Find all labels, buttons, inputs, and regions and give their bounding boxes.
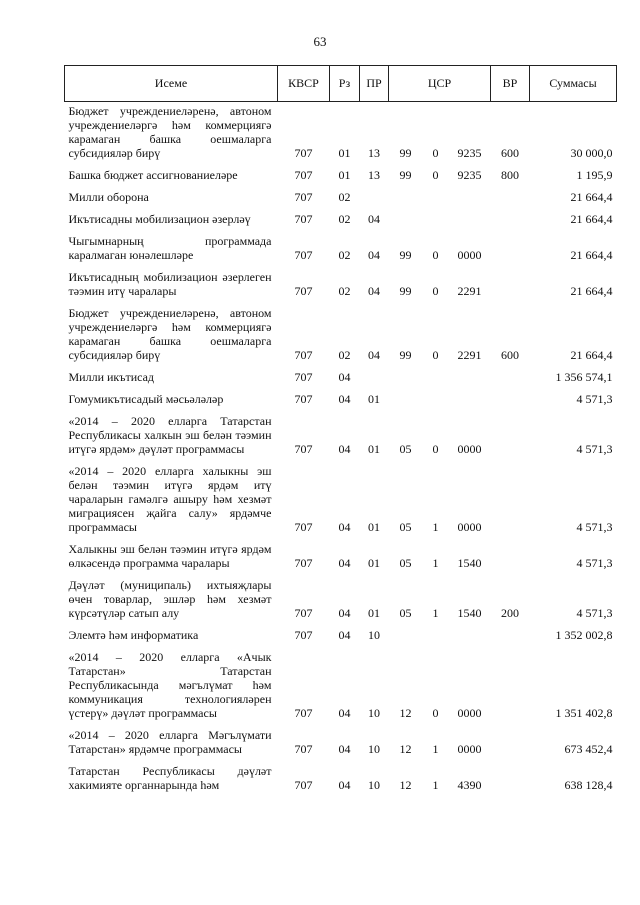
cell-csr1 xyxy=(389,623,423,645)
cell-pr xyxy=(360,365,389,387)
cell-sum: 30 000,0 xyxy=(570,146,613,160)
table-row xyxy=(65,365,617,387)
cell-sum: 21 664,4 xyxy=(570,248,613,262)
cell-sum: 21 664,4 xyxy=(570,190,613,204)
cell-csr2: 1 xyxy=(432,556,439,570)
cell-csr2: 0 xyxy=(432,706,439,720)
cell-vr xyxy=(491,759,530,795)
cell-sum: 4 571,3 xyxy=(576,442,613,456)
page-number: 63 xyxy=(313,34,327,49)
cell-rz: 02 xyxy=(338,248,351,262)
cell-pr: 04 xyxy=(368,248,380,262)
table-row xyxy=(65,163,617,185)
cell-name: Милли икътисад xyxy=(68,370,155,384)
cell-pr: 04 xyxy=(368,212,380,226)
cell-vr xyxy=(491,409,530,459)
table-row xyxy=(65,301,617,365)
cell-csr1: 12 xyxy=(399,706,412,720)
cell-pr: 13 xyxy=(368,168,380,182)
cell-csr3 xyxy=(449,623,491,645)
cell-vr xyxy=(491,265,530,301)
cell-csr3: 9235 xyxy=(457,146,482,160)
cell-csr2: 0 xyxy=(432,348,439,362)
cell-csr2 xyxy=(423,365,449,387)
cell-csr1 xyxy=(389,365,423,387)
cell-kvsr: 707 xyxy=(294,628,313,642)
cell-name: Милли оборона xyxy=(68,190,149,204)
cell-csr1: 99 xyxy=(399,348,412,362)
header-kvsr: КВСР xyxy=(278,66,330,102)
cell-csr2: 0 xyxy=(432,168,439,182)
cell-name: «2014 – 2020 елларга «Ачык Татарстан» Татарстан Республикасында мәгълүмат һәм коммуникация технологияләрен үстерү» дәүләт программасы xyxy=(68,650,272,720)
cell-kvsr: 707 xyxy=(294,348,313,362)
cell-pr: 10 xyxy=(368,742,380,756)
cell-csr3: 0000 xyxy=(457,742,482,756)
cell-csr2 xyxy=(423,207,449,229)
cell-sum: 4 571,3 xyxy=(576,606,613,620)
cell-csr2: 0 xyxy=(432,146,439,160)
cell-vr xyxy=(491,207,530,229)
cell-csr2 xyxy=(423,387,449,409)
cell-csr3: 9235 xyxy=(457,168,482,182)
cell-vr xyxy=(491,229,530,265)
cell-name: Икътисадны мобилизацион әзерләү xyxy=(68,212,251,226)
cell-rz: 01 xyxy=(338,168,351,182)
cell-vr xyxy=(491,185,530,207)
cell-name: Халыкны эш белән тәэмин итүгә ярдәм өлкәсендә программа чаралары xyxy=(68,542,272,570)
cell-csr3: 4390 xyxy=(457,778,482,792)
cell-name: Элемтә һәм информатика xyxy=(68,628,199,642)
cell-sum: 673 452,4 xyxy=(564,742,613,756)
cell-name: Гомумикътисадый мәсьәләләр xyxy=(68,392,224,406)
cell-vr xyxy=(491,459,530,537)
cell-csr1: 99 xyxy=(399,146,412,160)
cell-kvsr: 707 xyxy=(294,370,313,384)
cell-vr: 800 xyxy=(501,168,520,182)
cell-rz: 02 xyxy=(338,348,351,362)
cell-csr2: 0 xyxy=(432,284,439,298)
cell-csr2: 1 xyxy=(432,742,439,756)
header-csr: ЦСР xyxy=(389,66,491,102)
cell-vr xyxy=(491,645,530,723)
table-row xyxy=(65,207,617,229)
cell-sum: 1 195,9 xyxy=(576,168,613,182)
table-row xyxy=(65,229,617,265)
table-row xyxy=(65,102,617,164)
cell-pr: 10 xyxy=(368,778,380,792)
cell-rz: 04 xyxy=(338,370,351,384)
cell-sum: 4 571,3 xyxy=(576,392,613,406)
cell-name: «2014 – 2020 елларга Татарстан Республикасы халкын эш белән тәэмин итүгә ярдәм» дәүләт программасы xyxy=(68,414,272,456)
cell-sum: 638 128,4 xyxy=(564,778,613,792)
cell-csr1: 12 xyxy=(399,742,412,756)
cell-csr3: 1540 xyxy=(457,556,482,570)
cell-sum: 21 664,4 xyxy=(570,284,613,298)
cell-vr: 600 xyxy=(501,348,520,362)
cell-rz: 04 xyxy=(338,628,351,642)
header-pr: ПР xyxy=(360,66,389,102)
header-rz: Рз xyxy=(330,66,360,102)
cell-vr xyxy=(491,365,530,387)
cell-vr xyxy=(491,623,530,645)
cell-name: «2014 – 2020 елларга Мәгълүмати Татарстан» ярдәмче программасы xyxy=(68,728,272,756)
cell-pr: 01 xyxy=(368,442,380,456)
cell-name: Башка бюджет ассигнованиеләре xyxy=(68,168,238,182)
cell-kvsr: 707 xyxy=(294,520,313,534)
cell-csr2: 1 xyxy=(432,606,439,620)
table-row xyxy=(65,759,617,795)
cell-kvsr: 707 xyxy=(294,392,313,406)
cell-csr1 xyxy=(389,185,423,207)
cell-vr xyxy=(491,387,530,409)
table-row xyxy=(65,645,617,723)
cell-csr3: 0000 xyxy=(457,520,482,534)
cell-csr3: 2291 xyxy=(457,284,482,298)
cell-csr2: 0 xyxy=(432,442,439,456)
cell-name: Бюджет учреждениеләренә, автоном учреждениеләргә һәм коммерциягә карамаган башка оешмаларга субсидияләр бирү xyxy=(68,104,272,160)
cell-csr1 xyxy=(389,387,423,409)
cell-sum: 21 664,4 xyxy=(570,212,613,226)
cell-csr3 xyxy=(449,387,491,409)
cell-name: Икътисадның мобилизацион әзерлеген тәэмин итү чаралары xyxy=(68,270,272,298)
cell-csr1: 05 xyxy=(399,520,412,534)
cell-rz: 04 xyxy=(338,706,351,720)
cell-sum: 1 352 002,8 xyxy=(555,628,613,642)
cell-name: Татарстан Республикасы дәүләт хакимияте органнарында һәм xyxy=(68,764,272,792)
table-row xyxy=(65,623,617,645)
cell-vr: 200 xyxy=(501,606,520,620)
cell-rz: 04 xyxy=(338,778,351,792)
cell-pr: 13 xyxy=(368,146,380,160)
cell-csr1: 05 xyxy=(399,442,412,456)
cell-pr: 01 xyxy=(368,556,380,570)
cell-csr1: 99 xyxy=(399,284,412,298)
table-row xyxy=(65,387,617,409)
cell-vr: 600 xyxy=(501,146,520,160)
cell-rz: 02 xyxy=(338,190,351,204)
cell-rz: 01 xyxy=(338,146,351,160)
cell-csr2 xyxy=(423,185,449,207)
cell-rz: 04 xyxy=(338,442,351,456)
cell-csr2 xyxy=(423,623,449,645)
cell-pr: 04 xyxy=(368,284,380,298)
cell-csr3: 2291 xyxy=(457,348,482,362)
cell-rz: 04 xyxy=(338,556,351,570)
cell-csr3 xyxy=(449,207,491,229)
cell-csr3 xyxy=(449,365,491,387)
cell-csr1: 05 xyxy=(399,606,412,620)
table-body xyxy=(65,102,617,796)
cell-csr2: 1 xyxy=(432,520,439,534)
cell-rz: 02 xyxy=(338,212,351,226)
cell-pr xyxy=(360,185,389,207)
table-row xyxy=(65,265,617,301)
header-name: Исеме xyxy=(65,66,278,102)
cell-name: «2014 – 2020 елларга халыкны эш белән тәэмин итүгә ярдәм итү чараларын гамәлгә ашыру һәм хезмәт миграциясен җайга салу» ярдәмче программасы xyxy=(68,464,272,534)
cell-rz: 04 xyxy=(338,392,351,406)
cell-pr: 10 xyxy=(368,706,380,720)
cell-sum: 4 571,3 xyxy=(576,520,613,534)
cell-kvsr: 707 xyxy=(294,706,313,720)
cell-csr2: 1 xyxy=(432,778,439,792)
cell-rz: 04 xyxy=(338,520,351,534)
cell-pr: 01 xyxy=(368,606,380,620)
cell-kvsr: 707 xyxy=(294,606,313,620)
cell-csr3: 0000 xyxy=(457,706,482,720)
cell-name: Бюджет учреждениеләренә, автоном учреждениеләргә һәм коммерциягә карамаган башка оешмаларга субсидияләр бирү xyxy=(68,306,272,362)
table-row xyxy=(65,459,617,537)
cell-pr: 04 xyxy=(368,348,380,362)
cell-kvsr: 707 xyxy=(294,442,313,456)
cell-rz: 02 xyxy=(338,284,351,298)
cell-sum: 1 356 574,1 xyxy=(555,370,613,384)
cell-pr: 01 xyxy=(368,520,380,534)
cell-pr: 10 xyxy=(368,628,380,642)
cell-csr2: 0 xyxy=(432,248,439,262)
cell-csr3 xyxy=(449,185,491,207)
header-sum: Суммасы xyxy=(530,66,617,102)
cell-sum: 4 571,3 xyxy=(576,556,613,570)
cell-csr1: 12 xyxy=(399,778,412,792)
cell-name: Дәүләт (муниципаль) ихтыяҗлары өчен товарлар, эшләр һәм хезмәт күрсәтүләр сатып алу xyxy=(68,578,272,620)
cell-kvsr: 707 xyxy=(294,190,313,204)
budget-table xyxy=(64,65,617,795)
cell-rz: 04 xyxy=(338,742,351,756)
cell-sum: 1 351 402,8 xyxy=(555,706,613,720)
cell-csr3: 0000 xyxy=(457,248,482,262)
table-row xyxy=(65,537,617,573)
table-row xyxy=(65,185,617,207)
header-vr: ВР xyxy=(491,66,530,102)
cell-rz: 04 xyxy=(338,606,351,620)
cell-kvsr: 707 xyxy=(294,212,313,226)
cell-csr1: 05 xyxy=(399,556,412,570)
cell-csr1: 99 xyxy=(399,168,412,182)
cell-vr xyxy=(491,537,530,573)
cell-kvsr: 707 xyxy=(294,778,313,792)
cell-kvsr: 707 xyxy=(294,146,313,160)
cell-pr: 01 xyxy=(368,392,380,406)
cell-kvsr: 707 xyxy=(294,742,313,756)
cell-csr1: 99 xyxy=(399,248,412,262)
cell-kvsr: 707 xyxy=(294,248,313,262)
cell-kvsr: 707 xyxy=(294,284,313,298)
cell-vr xyxy=(491,723,530,759)
cell-csr1 xyxy=(389,207,423,229)
table-row xyxy=(65,723,617,759)
table-row xyxy=(65,409,617,459)
cell-name: Чыгымнарның программада каралмаган юнәлешләре xyxy=(68,234,272,262)
table-header-row xyxy=(65,66,617,102)
cell-csr3: 0000 xyxy=(457,442,482,456)
cell-sum: 21 664,4 xyxy=(570,348,613,362)
cell-kvsr: 707 xyxy=(294,168,313,182)
cell-csr3: 1540 xyxy=(457,606,482,620)
cell-kvsr: 707 xyxy=(294,556,313,570)
table-row xyxy=(65,573,617,623)
